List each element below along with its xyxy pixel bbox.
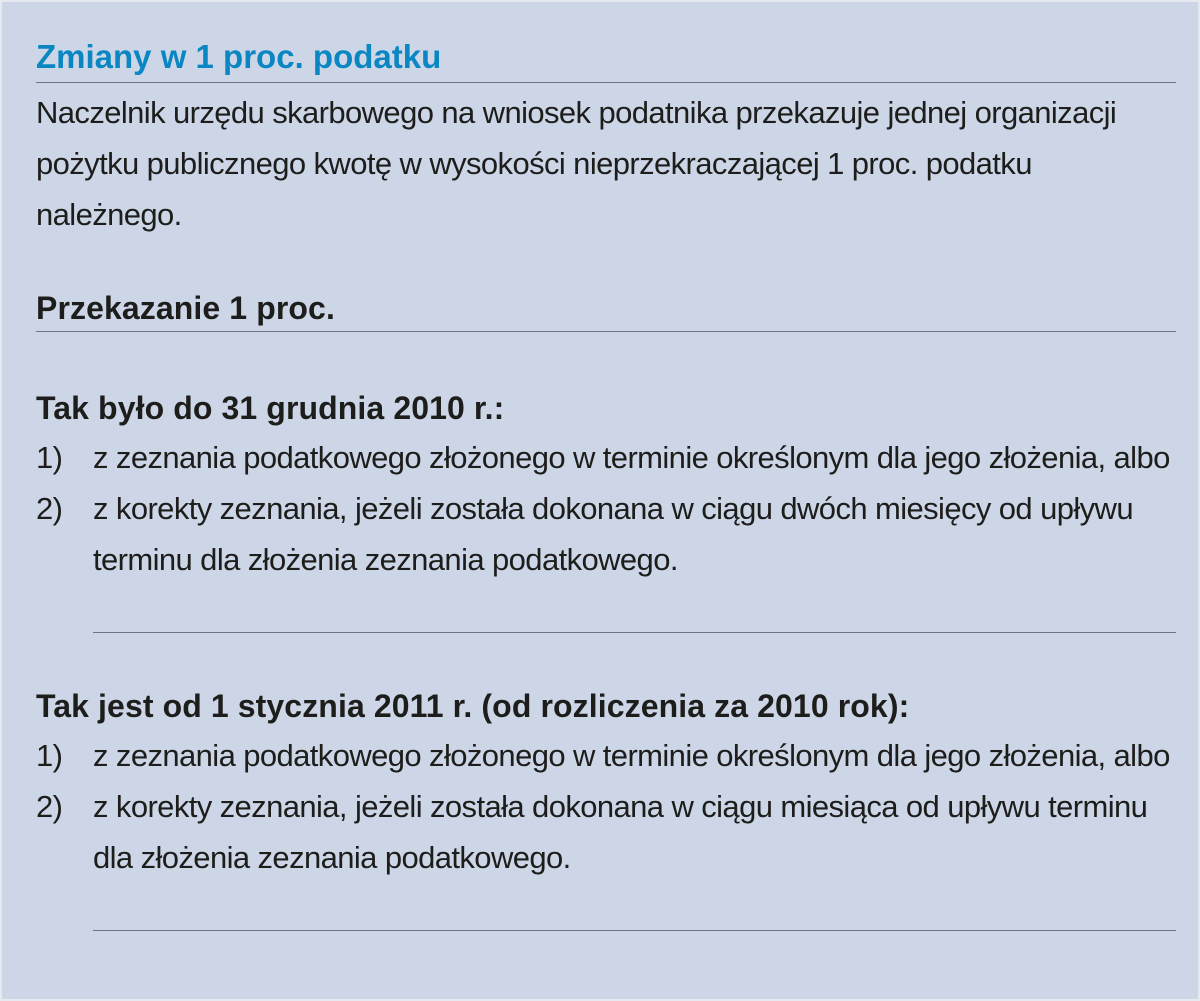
box-title: Zmiany w 1 proc. podatku xyxy=(36,38,442,75)
after-heading: Tak jest od 1 stycznia 2011 r. (od rozliczenia za 2010 rok): xyxy=(36,688,910,724)
list-item xyxy=(36,483,1181,585)
before-heading: Tak było do 31 grudnia 2010 r.: xyxy=(36,390,505,426)
section-heading: Przekazanie 1 proc. xyxy=(36,290,335,326)
after-divider xyxy=(93,930,1176,931)
before-divider xyxy=(93,632,1176,633)
list-item-number: 1) xyxy=(36,738,63,773)
list-item-number: 1) xyxy=(36,440,63,475)
list-item-number: 2) xyxy=(36,789,63,824)
list-item-text: z korekty zeznania, jeżeli została dokonana w ciągu dwóch miesięcy od upływu terminu dla złożenia zeznania podatkowego. xyxy=(93,491,1133,577)
section-divider xyxy=(36,331,1176,332)
list-item xyxy=(36,432,1181,483)
list-item-text: z zeznania podatkowego złożonego w terminie określonym dla jego złożenia, albo xyxy=(93,738,1170,773)
list-item-text: z zeznania podatkowego złożonego w terminie określonym dla jego złożenia, albo xyxy=(93,440,1170,475)
list-item-number: 2) xyxy=(36,491,63,526)
list-item xyxy=(36,730,1181,781)
title-divider xyxy=(36,82,1176,83)
list-item xyxy=(36,781,1181,883)
after-list xyxy=(36,730,1181,883)
before-list xyxy=(36,432,1181,585)
list-item-text: z korekty zeznania, jeżeli została dokonana w ciągu miesiąca od upływu terminu dla złożenia zeznania podatkowego. xyxy=(93,789,1148,875)
intro-paragraph: Naczelnik urzędu skarbowego na wniosek podatnika przekazuje jednej organizacji pożytku publicznego kwotę w wysokości nieprzekraczającej 1 proc. podatku należnego. xyxy=(36,95,1117,232)
